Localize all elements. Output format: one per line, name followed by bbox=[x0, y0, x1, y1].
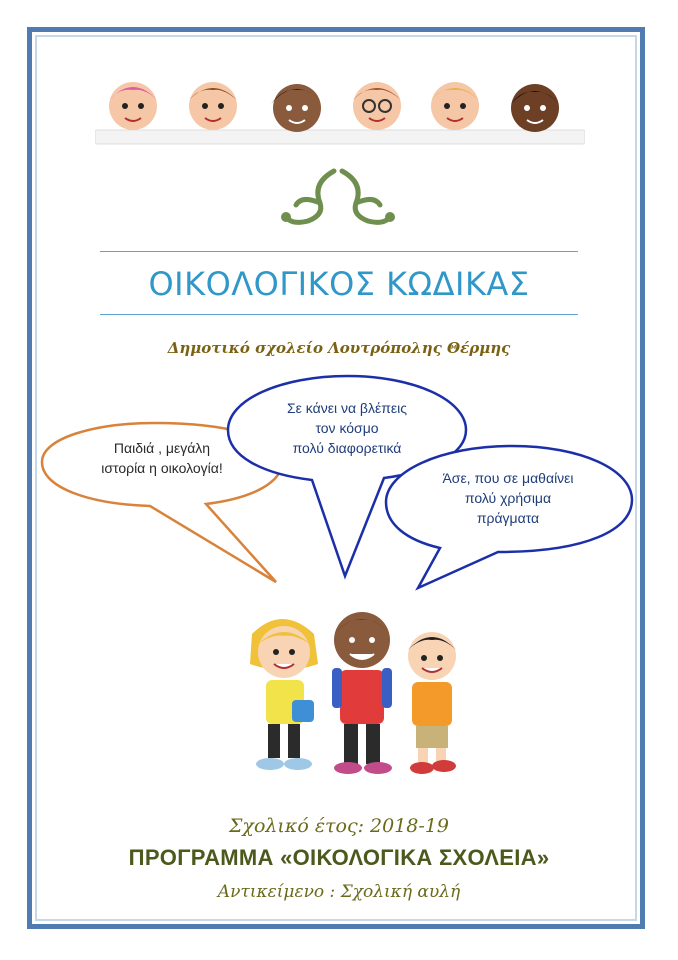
program-title: ΠΡΟΓΡΑΜΜΑ «ΟΙΚΟΛΟΓΙΚΑ ΣΧΟΛΕΙΑ» bbox=[128, 845, 550, 870]
left-bubble-line: ιστορία η οικολογία! bbox=[101, 460, 223, 476]
walking-kids-illustration bbox=[232, 604, 492, 784]
page-title: ΟΙΚΟΛΟΓΙΚΟΣ ΚΩΔΙΚΑΣ bbox=[148, 265, 530, 303]
program-subject: Αντικείμενο : Σχολική αυλή bbox=[217, 882, 461, 902]
right-bubble-text bbox=[408, 468, 608, 538]
left-bubble-text bbox=[72, 438, 252, 478]
middle-bubble-line: πολύ διαφορετικά bbox=[292, 440, 402, 456]
left-bubble-line: Παιδιά , μεγάλη bbox=[113, 440, 211, 456]
right-bubble-line: Άσε, που σε μαθαίνει bbox=[442, 470, 574, 486]
middle-bubble-line: τον κόσμο bbox=[315, 420, 379, 436]
right-bubble-line: πολύ χρήσιμα bbox=[464, 490, 552, 506]
school-name: Δημοτικό σχολείο Λουτρόπολης Θέρμης bbox=[167, 339, 511, 357]
school-year: Σχολικό έτος: 2018-19 bbox=[229, 815, 449, 837]
middle-bubble-text bbox=[252, 398, 442, 458]
right-bubble-line: πράγματα bbox=[476, 510, 540, 526]
middle-bubble-line: Σε κάνει να βλέπεις bbox=[287, 400, 407, 416]
